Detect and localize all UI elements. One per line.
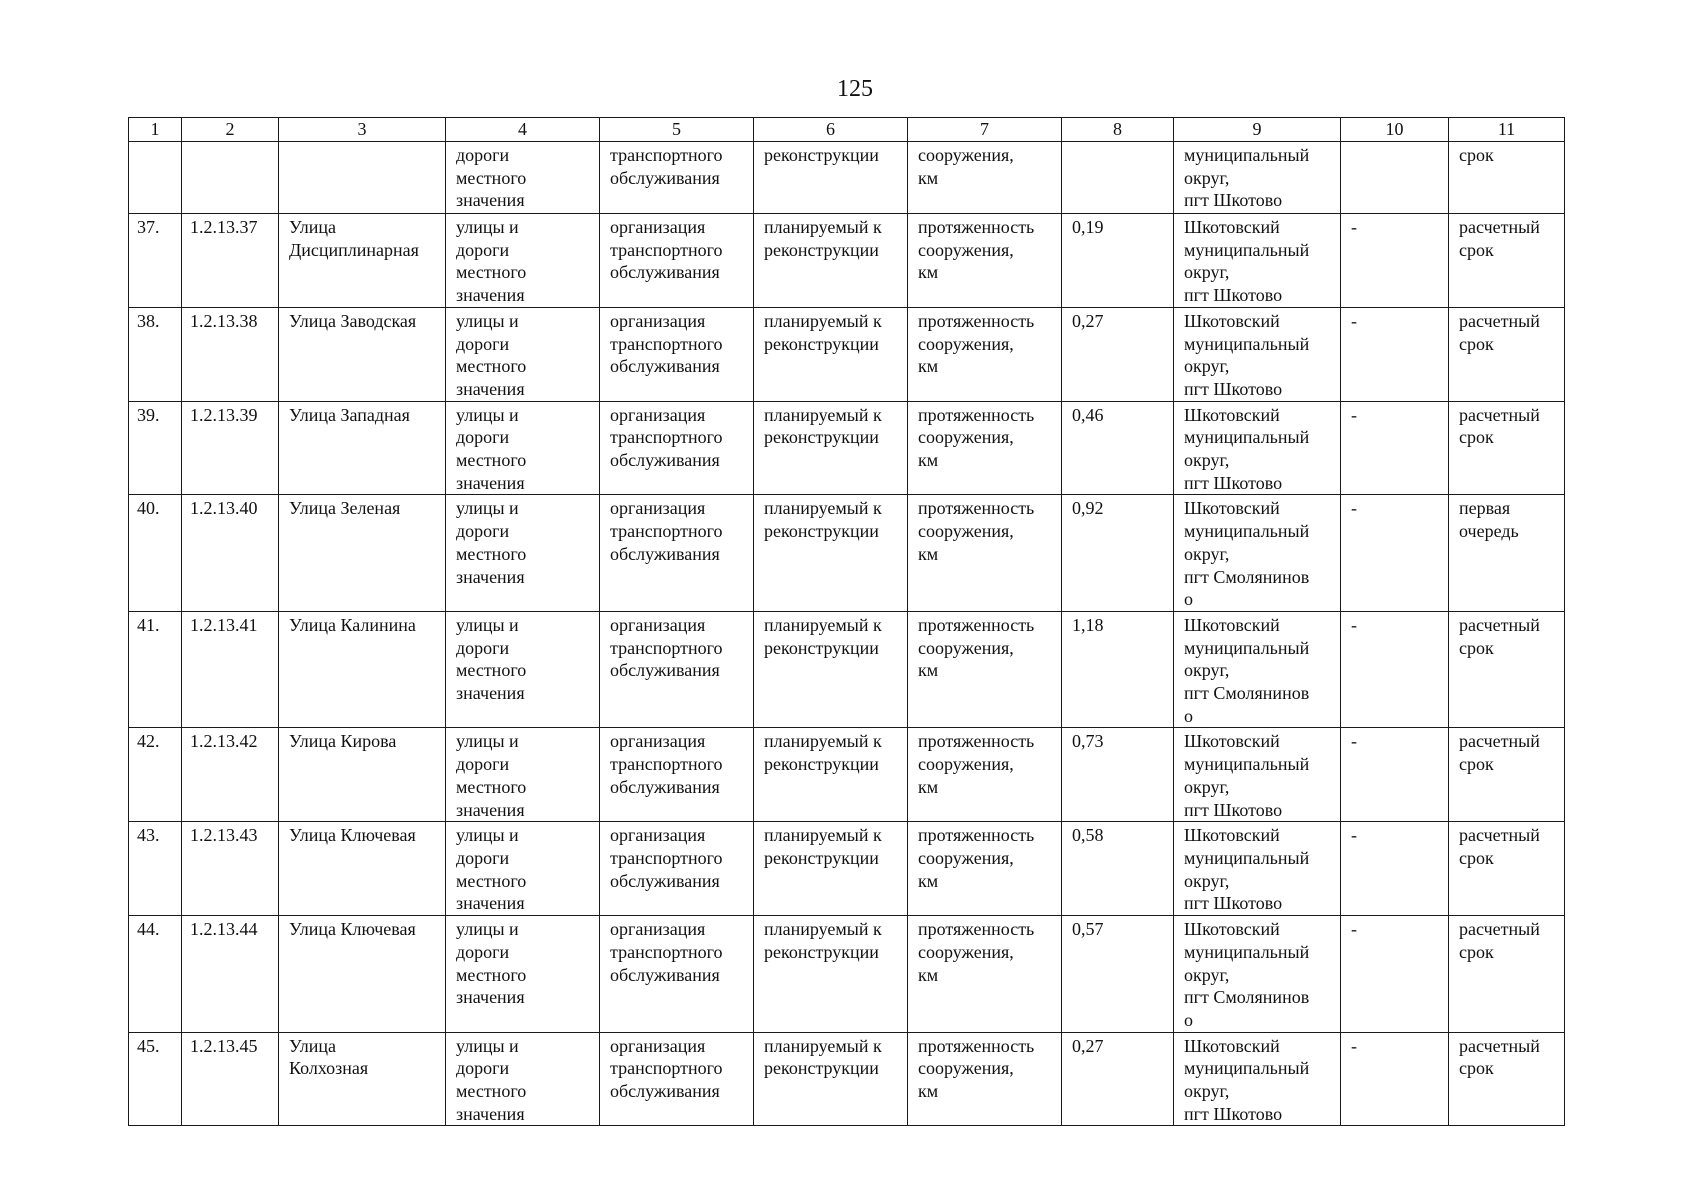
table-cell: расчетный срок [1449,307,1565,401]
table-row [129,916,1565,1033]
table-cell: 44. [129,916,182,1033]
table-cell [1062,142,1174,214]
table-cell: 0,92 [1062,495,1174,612]
table-cell: улицы и дороги местного значения [446,401,600,495]
table-cell: расчетный срок [1449,1032,1565,1126]
table-cell: планируемый к реконструкции [754,214,908,308]
table-cell: 37. [129,214,182,308]
table-cell: Улица Кирова [279,728,446,822]
table-cell: Улица Колхозная [279,1032,446,1126]
table-cell: 42. [129,728,182,822]
table-cell: Шкотовский муниципальный округ, пгт Смолянинов о [1174,611,1341,728]
table-cell: планируемый к реконструкции [754,401,908,495]
table-cell: 0,73 [1062,728,1174,822]
column-header: 3 [279,118,446,142]
header-row [129,118,1565,142]
table-cell: Шкотовский муниципальный округ, пгт Шкотово [1174,1032,1341,1126]
table-cell: организация транспортного обслуживания [600,307,754,401]
table-cell: протяженность сооружения, км [908,307,1062,401]
table-cell: 39. [129,401,182,495]
column-header: 5 [600,118,754,142]
table-cell: 43. [129,822,182,916]
table-cell: - [1341,728,1449,822]
table-cell: транспортного обслуживания [600,142,754,214]
column-header: 6 [754,118,908,142]
table-cell: - [1341,611,1449,728]
table-cell: 1.2.13.45 [182,1032,279,1126]
table-cell: 0,46 [1062,401,1174,495]
table-cell: - [1341,401,1449,495]
table-cell: улицы и дороги местного значения [446,307,600,401]
table-cell: - [1341,916,1449,1033]
table-cell: расчетный срок [1449,401,1565,495]
table-cell: организация транспортного обслуживания [600,495,754,612]
table-row [129,1032,1565,1126]
table-cell: планируемый к реконструкции [754,728,908,822]
table-cell [279,142,446,214]
table-cell: первая очередь [1449,495,1565,612]
table-row [129,822,1565,916]
table-row [129,401,1565,495]
table-cell: 1.2.13.38 [182,307,279,401]
table-cell: дороги местного значения [446,142,600,214]
table-cell: протяженность сооружения, км [908,495,1062,612]
table-cell: Улица Зеленая [279,495,446,612]
table-cell: планируемый к реконструкции [754,1032,908,1126]
table-cell: 1.2.13.40 [182,495,279,612]
table-cell: улицы и дороги местного значения [446,611,600,728]
table-cell: Шкотовский муниципальный округ, пгт Шкотово [1174,401,1341,495]
table-cell: 0,57 [1062,916,1174,1033]
table-cell: протяженность сооружения, км [908,822,1062,916]
table-cell: - [1341,495,1449,612]
table-cell: Шкотовский муниципальный округ, пгт Шкотово [1174,728,1341,822]
table-cell: 0,58 [1062,822,1174,916]
table-cell: улицы и дороги местного значения [446,916,600,1033]
table-cell: Шкотовский муниципальный округ, пгт Смолянинов о [1174,916,1341,1033]
table-cell: 45. [129,1032,182,1126]
table-cell: расчетный срок [1449,611,1565,728]
column-header: 8 [1062,118,1174,142]
table-cell: расчетный срок [1449,822,1565,916]
table-cell: сооружения, км [908,142,1062,214]
table-cell: организация транспортного обслуживания [600,728,754,822]
table-cell: муниципальный округ, пгт Шкотово [1174,142,1341,214]
column-header: 11 [1449,118,1565,142]
table-row [129,495,1565,612]
table-cell: 0,27 [1062,307,1174,401]
table-cell: расчетный срок [1449,916,1565,1033]
table-cell: расчетный срок [1449,214,1565,308]
table-cell: планируемый к реконструкции [754,307,908,401]
table-row [129,214,1565,308]
table-cell: протяженность сооружения, км [908,916,1062,1033]
table-cell: реконструкции [754,142,908,214]
table-row [129,728,1565,822]
table-cell: Шкотовский муниципальный округ, пгт Шкотово [1174,307,1341,401]
table-cell: протяженность сооружения, км [908,214,1062,308]
table-row [129,611,1565,728]
table-cell: планируемый к реконструкции [754,916,908,1033]
table-cell: планируемый к реконструкции [754,822,908,916]
table-cell: улицы и дороги местного значения [446,495,600,612]
table-cell: Улица Дисциплинарная [279,214,446,308]
table-cell: 1.2.13.42 [182,728,279,822]
table-cell: срок [1449,142,1565,214]
column-header: 9 [1174,118,1341,142]
table-cell: 1.2.13.37 [182,214,279,308]
table-cell [129,142,182,214]
table-cell: расчетный срок [1449,728,1565,822]
table-cell: организация транспортного обслуживания [600,822,754,916]
table-cell: организация транспортного обслуживания [600,214,754,308]
table-row [129,307,1565,401]
table-cell: организация транспортного обслуживания [600,611,754,728]
table-cell: организация транспортного обслуживания [600,916,754,1033]
table-cell: 1.2.13.43 [182,822,279,916]
table-cell: Улица Западная [279,401,446,495]
table-cell: Улица Заводская [279,307,446,401]
table-cell: протяженность сооружения, км [908,401,1062,495]
table-cell: организация транспортного обслуживания [600,401,754,495]
table-cell: улицы и дороги местного значения [446,214,600,308]
table-cell: - [1341,214,1449,308]
table-cell: 1.2.13.41 [182,611,279,728]
table-cell: 1.2.13.39 [182,401,279,495]
table-cell: улицы и дороги местного значения [446,1032,600,1126]
column-header: 7 [908,118,1062,142]
table-cell: планируемый к реконструкции [754,495,908,612]
table-cell: протяженность сооружения, км [908,728,1062,822]
table-cell: 0,27 [1062,1032,1174,1126]
table-cell: - [1341,822,1449,916]
data-table [128,117,1565,1126]
table-cell: улицы и дороги местного значения [446,728,600,822]
table-cell: 0,19 [1062,214,1174,308]
table-cell: 41. [129,611,182,728]
table-cell: улицы и дороги местного значения [446,822,600,916]
table-cell: - [1341,1032,1449,1126]
table-cell: Улица Калинина [279,611,446,728]
table-cell: Шкотовский муниципальный округ, пгт Шкотово [1174,214,1341,308]
table-body [129,142,1565,1126]
table-cell: планируемый к реконструкции [754,611,908,728]
column-header: 2 [182,118,279,142]
table-cell: протяженность сооружения, км [908,1032,1062,1126]
continuation-row [129,142,1565,214]
table-cell: Шкотовский муниципальный округ, пгт Шкотово [1174,822,1341,916]
column-header: 4 [446,118,600,142]
table-cell: 40. [129,495,182,612]
table-cell [1341,142,1449,214]
table-cell: Шкотовский муниципальный округ, пгт Смолянинов о [1174,495,1341,612]
table-cell: Улица Ключевая [279,916,446,1033]
table-cell: организация транспортного обслуживания [600,1032,754,1126]
table-cell: 1.2.13.44 [182,916,279,1033]
table-cell: 1,18 [1062,611,1174,728]
table-cell [182,142,279,214]
column-header: 10 [1341,118,1449,142]
page-number: 125 [837,76,873,102]
table-cell: Улица Ключевая [279,822,446,916]
table-cell: 38. [129,307,182,401]
column-header: 1 [129,118,182,142]
table-cell: - [1341,307,1449,401]
table-cell: протяженность сооружения, км [908,611,1062,728]
